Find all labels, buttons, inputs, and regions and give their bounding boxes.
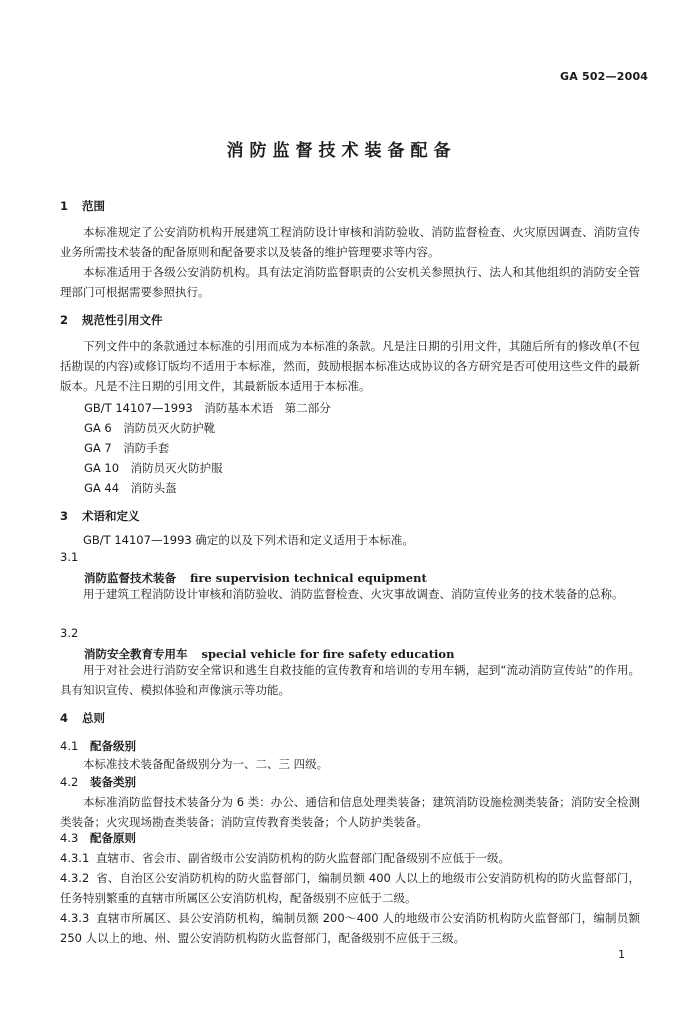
reference-item: GA 6 消防员灭火防护靴	[84, 421, 216, 435]
clause-4-1-text: 本标准技术装备配备级别分为一、二、三 四级。	[83, 757, 329, 771]
section-2-heading	[60, 312, 163, 328]
clause-title: 装备类别	[90, 775, 136, 789]
section-number: 2	[60, 313, 69, 327]
section-title: 术语和定义	[82, 509, 140, 523]
term-english: fire supervision technical equipment	[190, 571, 427, 585]
section-3-heading	[60, 508, 140, 524]
term-definition: 用于对社会进行消防安全常识和逃生自救技能的宣传教育和培训的专用车辆，起到“流动消防宣传站”的作用。具有知识宣传、模拟体验和声像演示等功能。	[60, 663, 640, 697]
section-number: 3	[60, 509, 69, 523]
clause-text: 直辖市所属区、县公安消防机构，编制员额 200～400 人的地级市公安消防机构防火监督部门，编制员额 250 人以上的地、州、盟公安消防机构防火监督部门，配备级别不应低于三级。	[60, 911, 640, 945]
clause-number: 4.1	[60, 739, 79, 753]
clause-4-3-3	[60, 908, 640, 948]
standard-code: GA 502—2004	[560, 70, 649, 83]
clause-4-3-heading	[60, 830, 136, 846]
clause-text: 直辖市、省会市、副省级市公安消防机构的防火监督部门配备级别不应低于一级。	[96, 851, 510, 865]
page-title: 消防监督技术装备配备	[226, 141, 457, 161]
clause-4-3-1	[60, 848, 640, 868]
clause-number: 4.3	[60, 831, 79, 845]
clause-number: 4.3.1	[60, 851, 90, 865]
reference-item: GA 10 消防员灭火防护服	[84, 461, 223, 475]
reference-item: GA 7 消防手套	[84, 441, 170, 455]
clause-title: 配备级别	[90, 739, 136, 753]
clause-number: 4.2	[60, 775, 79, 789]
clause-title: 配备原则	[90, 831, 136, 845]
reference-item: GB/T 14107—1993 消防基本术语 第二部分	[84, 401, 331, 415]
section-title: 范围	[82, 199, 105, 213]
page-number: 1	[618, 948, 625, 961]
clause-4-2-heading	[60, 774, 136, 790]
term-english: special vehicle for fire safety education	[201, 647, 455, 661]
clause-4-3-2	[60, 868, 640, 908]
reference-item: GA 44 消防头盔	[84, 481, 177, 495]
section-3-paragraph-1: GB/T 14107—1993 确定的以及下列术语和定义适用于本标准。	[83, 533, 414, 547]
section-number: 1	[60, 199, 69, 213]
section-title: 规范性引用文件	[82, 313, 163, 327]
clause-4-2-text: 本标准消防监督技术装备分为 6 类：办公、通信和信息处理类装备；建筑消防设施检测类装备；消防安全检测类装备；火灾现场勘查类装备；消防宣传教育类装备；个人防护类装备。	[60, 795, 640, 829]
section-1-paragraph-2: 本标准适用于各级公安消防机构。具有法定消防监督职责的公安机关参照执行、法人和其他组织的消防安全管理部门可根据需要参照执行。	[60, 265, 640, 299]
clause-number: 4.3.2	[60, 871, 90, 885]
section-4-heading	[60, 710, 105, 726]
clause-number: 4.3.3	[60, 911, 90, 925]
term-chinese: 消防监督技术装备	[84, 571, 176, 585]
term-chinese: 消防安全教育专用车	[84, 647, 188, 661]
section-1-heading	[60, 198, 105, 214]
term-number: 3.1	[60, 550, 79, 564]
clause-text: 省、自治区公安消防机构的防火监督部门，编制员额 400 人以上的地级市公安消防机构的防火监督部门，任务特别繁重的直辖市所属区公安消防机构，配备级别不应低于二级。	[60, 871, 640, 905]
section-1-paragraph-1: 本标准规定了公安消防机构开展建筑工程消防设计审核和消防验收、消防监督检查、火灾原因调查、消防宣传业务所需技术装备的配备原则和配备要求以及装备的维护管理要求等内容。	[60, 225, 640, 259]
term-definition: 用于建筑工程消防设计审核和消防验收、消防监督检查、火灾事故调查、消防宣传业务的技术装备的总称。	[83, 587, 624, 601]
section-title: 总则	[82, 711, 105, 725]
clause-4-1-heading	[60, 738, 136, 754]
term-number: 3.2	[60, 626, 79, 640]
section-2-paragraph-1: 下列文件中的条款通过本标准的引用而成为本标准的条款。凡是注日期的引用文件，其随后所有的修改单(不包括勘误的内容)或修订版均不适用于本标准，然而，鼓励根据本标准达成协议的各方研究是否可使用这些文件的最新版本。凡是不注日期的引用文件，其最新版本适用于本标准。	[60, 339, 640, 393]
section-number: 4	[60, 711, 69, 725]
